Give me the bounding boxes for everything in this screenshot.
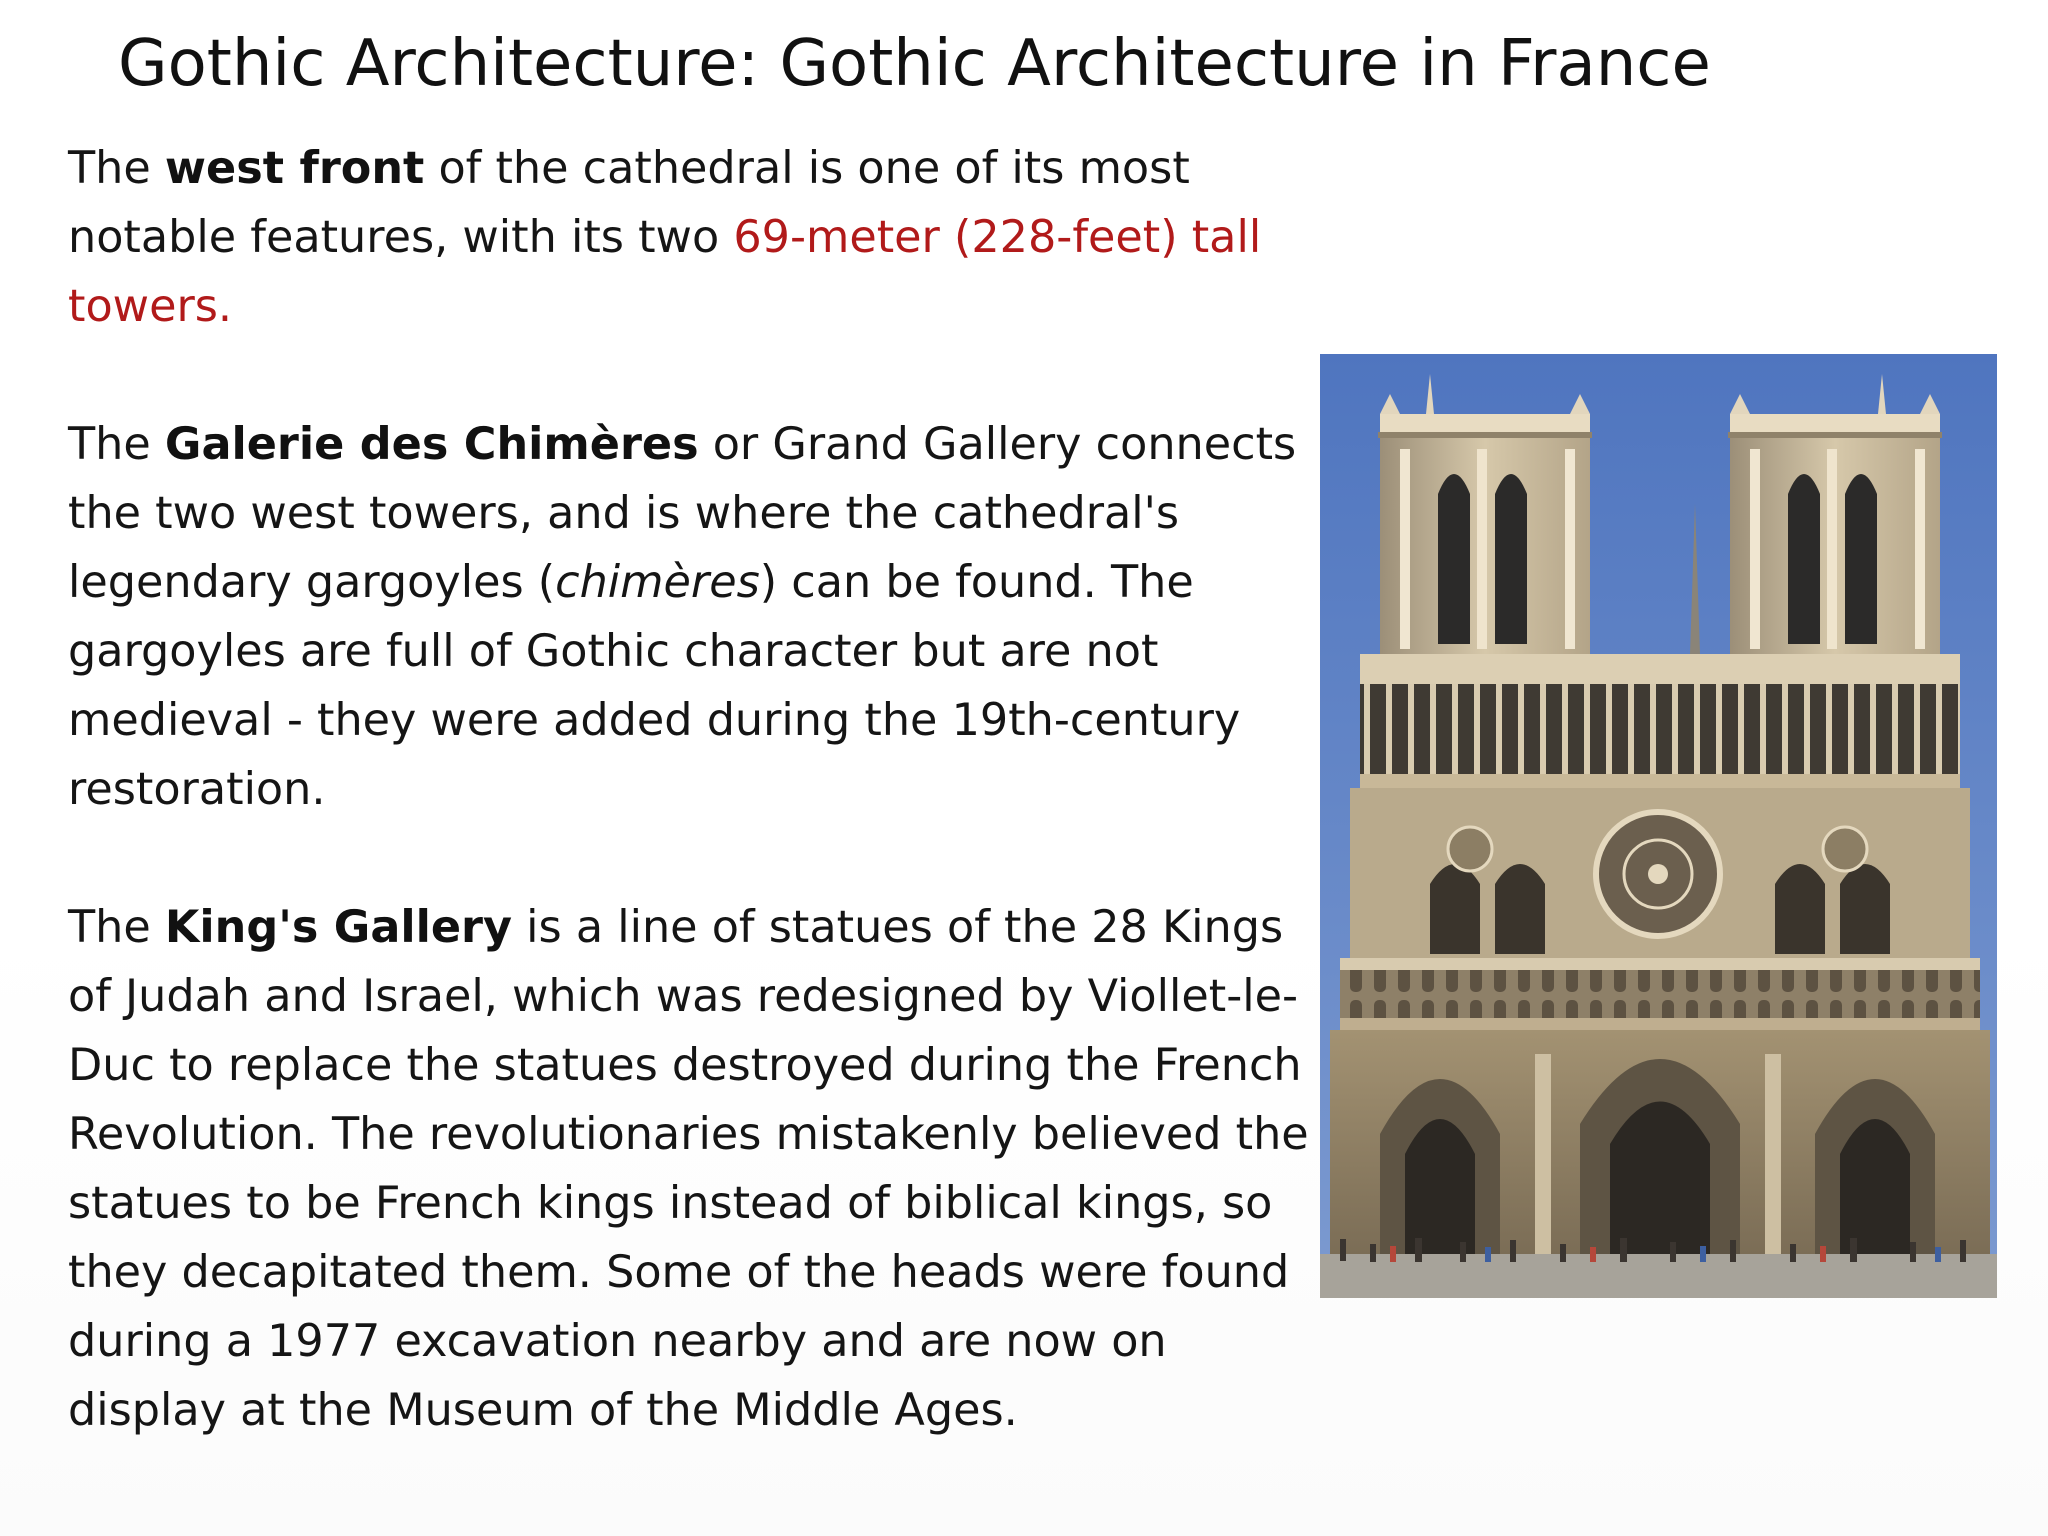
text-run: The: [68, 143, 165, 194]
text-run: ) can be found. The gargoyles are full of Gothic character but are not medieval - they were added during the 19th-century restoration.: [68, 557, 1241, 815]
right-tower: [1728, 374, 1942, 664]
text-run: is a line of statues of the 28 Kings of Judah and Israel, which was redesigned by Viollet-le-Duc to replace the statues destroyed during the French Revolution. The revolutionaries mistakenly believed the statues to be French kings instead of biblical kings, so they decapitated them. Some of the heads were found during a 1977 excavation nearby and are now on display at the Museum of the Middle Ages.: [68, 902, 1309, 1436]
text-run: of the cathedral is one of its most notable features, with its two: [68, 143, 1190, 263]
paragraph-kings-gallery: [68, 893, 1318, 1445]
paragraph-galerie: [68, 410, 1318, 824]
highlight-tower-height: 69-meter (228-feet) tall towers.: [68, 212, 1262, 332]
slide-title: Gothic Architecture: Gothic Architecture in France: [118, 27, 1711, 101]
bold-term-west-front: west front: [164, 143, 425, 194]
left-tower: [1378, 374, 1592, 664]
bold-term-kings-gallery: King's Gallery: [164, 902, 512, 953]
bold-term-galerie: Galerie des Chimères: [164, 419, 699, 470]
notre-dame-illustration: [1320, 354, 1997, 1298]
italic-term-chimeres: chimères: [555, 557, 760, 608]
paragraph-west-front: [68, 134, 1318, 341]
text-run: The: [68, 419, 165, 470]
text-run: or Grand Gallery connects the two west towers, and is where the cathedral's legendary gargoyles (: [68, 419, 1297, 608]
slide-body: [68, 134, 1318, 1445]
cathedral-photo: [1320, 354, 1997, 1298]
text-run: The: [68, 902, 165, 953]
